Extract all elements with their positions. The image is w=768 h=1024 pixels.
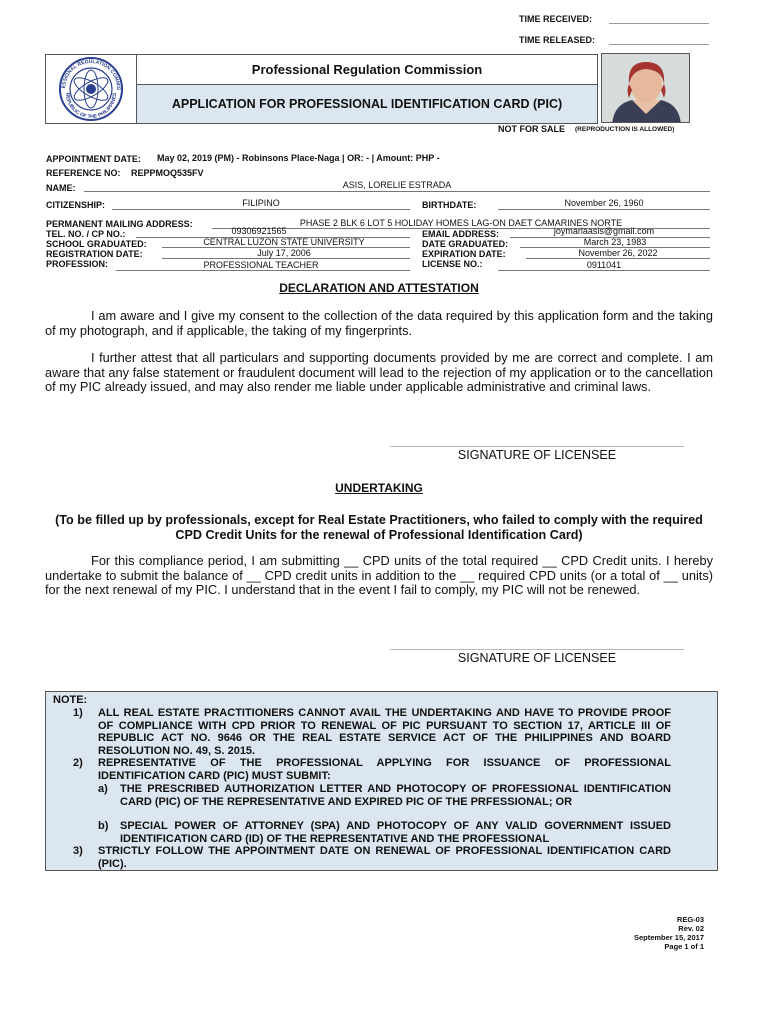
license-value: 0911041 (586, 260, 622, 270)
note-1-text: ALL REAL ESTATE PRACTITIONERS CANNOT AVAIL THE UNDERTAKING AND HAVE TO PROVIDE PROOF OF COMPLIANCE WITH CPD PRIOR TO RENEWAL OF PIC PURSUANT TO SECTION 17, ARTICLE III OF REPUBLIC ACT NO. 9646 OR THE REAL ESTATE SERVICE ACT OF THE PHILIPPINES AND BOARD RESOLUTION NO. 49, S. 2015. (98, 707, 671, 757)
declaration-paragraph-1: I am aware and I give my consent to the collection of the data required by this application form and the taking of my photograph, and if applicable, the taking of my fingerprints. (45, 308, 713, 338)
signature-label-2: SIGNATURE OF LICENSEE (457, 651, 617, 665)
birthdate-value: November 26, 1960 (564, 198, 644, 208)
declaration-heading: DECLARATION AND ATTESTATION (279, 281, 479, 295)
logo-cell (46, 55, 137, 123)
undertaking-paragraph: For this compliance period, I am submitting __ CPD units of the total required __ CPD Credit units. I hereby undertake to submit the balance of __ CPD credit units in addition to the __ required CPD units (or a total of __ units) for the next renewal of my PIC. I understand that in the event I fail to comply, my PIC will not be renewed. (45, 553, 713, 598)
note-1-number: 1) (73, 707, 83, 719)
citizenship-value: FILIPINO (242, 198, 280, 208)
profession-value: PROFESSIONAL TEACHER (203, 260, 319, 270)
not-for-sale: NOT FOR SALE (498, 124, 565, 134)
applicant-photo (601, 53, 690, 123)
undertaking-heading: UNDERTAKING (335, 481, 423, 495)
expiration-date-value: November 26, 2022 (578, 248, 658, 258)
birthdate-line (498, 209, 710, 210)
note-2-text: REPRESENTATIVE OF THE PROFESSIONAL APPLYING FOR ISSUANCE OF PROFESSIONAL IDENTIFICATION CARD (PIC) MUST SUBMIT: (98, 757, 671, 782)
name-label: NAME: (46, 183, 76, 193)
note-label: NOTE: (53, 694, 88, 706)
license-line (498, 270, 710, 271)
time-released-label: TIME RELEASED: (519, 35, 596, 45)
expiration-date-line (526, 258, 710, 259)
form-date: September 15, 2017 (633, 933, 704, 942)
svg-text:REPUBLIC OF THE PHILIPPINES: REPUBLIC OF THE PHILIPPINES (63, 92, 119, 121)
note-2-number: 2) (73, 757, 83, 769)
note-3-text: STRICTLY FOLLOW THE APPOINTMENT DATE ON RENEWAL OF PROFESSIONAL IDENTIFICATION CARD (PIC). (98, 845, 671, 870)
note-a-number: a) (98, 783, 108, 795)
registration-date-label: REGISTRATION DATE: (46, 249, 143, 259)
prc-seal-logo (46, 55, 136, 123)
note-b-number: b) (98, 820, 109, 832)
address-value: PHASE 2 BLK 6 LOT 5 HOLIDAY HOMES LAG-ON DAET CAMARINES NORTE (299, 218, 623, 228)
reference-label: REFERENCE NO: (46, 168, 121, 178)
citizenship-line (112, 209, 410, 210)
agency-title: Professional Regulation Commission (137, 55, 597, 85)
date-graduated-label: DATE GRADUATED: (422, 239, 509, 249)
school-label: SCHOOL GRADUATED: (46, 239, 147, 249)
undertaking-subheading: (To be filled up by professionals, except for Real Estate Practitioners, who failed to comply with the required CPD Credit Units for the renewal of Professional Identification Card) (55, 513, 703, 542)
reference-value: REPPMOQ535FV (131, 168, 204, 178)
date-graduated-value: March 23, 1983 (583, 237, 647, 247)
header-box (45, 54, 598, 124)
page-number: Page 1 of 1 (664, 942, 704, 951)
signature-label-1: SIGNATURE OF LICENSEE (457, 448, 617, 462)
tel-label: TEL. NO. / CP NO.: (46, 229, 126, 239)
profession-label: PROFESSION: (46, 259, 109, 269)
time-released-field[interactable] (609, 44, 709, 45)
note-3-number: 3) (73, 845, 83, 857)
registration-date-value: July 17, 2006 (257, 248, 311, 258)
name-value: ASIS, LORELIE ESTRADA (342, 180, 452, 190)
note-b-text: SPECIAL POWER OF ATTORNEY (SPA) AND PHOTOCOPY OF ANY VALID GOVERNMENT ISSUED IDENTIFICATION CARD (ID) OF THE REPRESENTATIVE AND THE PROFESSIONAL (120, 820, 671, 845)
form-revision: Rev. 02 (678, 924, 704, 933)
profession-line (116, 270, 410, 271)
registration-date-line (162, 258, 410, 259)
note-a-text: THE PRESCRIBED AUTHORIZATION LETTER AND PHOTOCOPY OF PROFESSIONAL IDENTIFICATION CARD (PIC) OF THE REPRESENTATIVE AND EXPIRED PIC OF THE PRFESSIONAL; OR (120, 783, 671, 808)
form-code: REG-03 (676, 915, 704, 924)
reproduction-note: (REPRODUCTION IS ALLOWED) (575, 126, 675, 133)
address-label: PERMANENT MAILING ADDRESS: (46, 219, 193, 229)
svg-text:PROFESSIONAL REGULATION COMMIS: ESSIONAL REGULATION COMMIS (60, 58, 122, 91)
declaration-paragraph-2: I further attest that all particulars and supporting documents provided by me are correct and complete. I am aware that any false statement or fraudulent document will lead to the rejection of my application or to the cancellation of my PIC already issued, and may also render me liable under applicable administrative and criminal laws. (45, 350, 713, 395)
form-title: APPLICATION FOR PROFESSIONAL IDENTIFICATION CARD (PIC) (137, 85, 597, 123)
expiration-date-label: EXPIRATION DATE: (422, 249, 506, 259)
time-received-label: TIME RECEIVED: (519, 14, 593, 24)
appointment-label: APPOINTMENT DATE: (46, 154, 141, 164)
note-box (45, 691, 718, 871)
appointment-value: May 02, 2019 (PM) - Robinsons Place-Naga | OR: - | Amount: PHP - (157, 153, 440, 163)
birthdate-label: BIRTHDATE: (422, 200, 477, 210)
name-line (84, 191, 710, 192)
email-label: EMAIL ADDRESS: (422, 229, 500, 239)
tel-value: 09306921565 (231, 226, 287, 236)
signature-line-1[interactable] (390, 446, 684, 447)
email-value: joymarlaasis@gmail.com (553, 226, 655, 236)
signature-line-2[interactable] (390, 649, 684, 650)
time-received-field[interactable] (609, 23, 709, 24)
school-value: CENTRAL LUZON STATE UNIVERSITY (203, 237, 365, 247)
license-label: LICENSE NO.: (422, 259, 483, 269)
citizenship-label: CITIZENSHIP: (46, 200, 106, 210)
